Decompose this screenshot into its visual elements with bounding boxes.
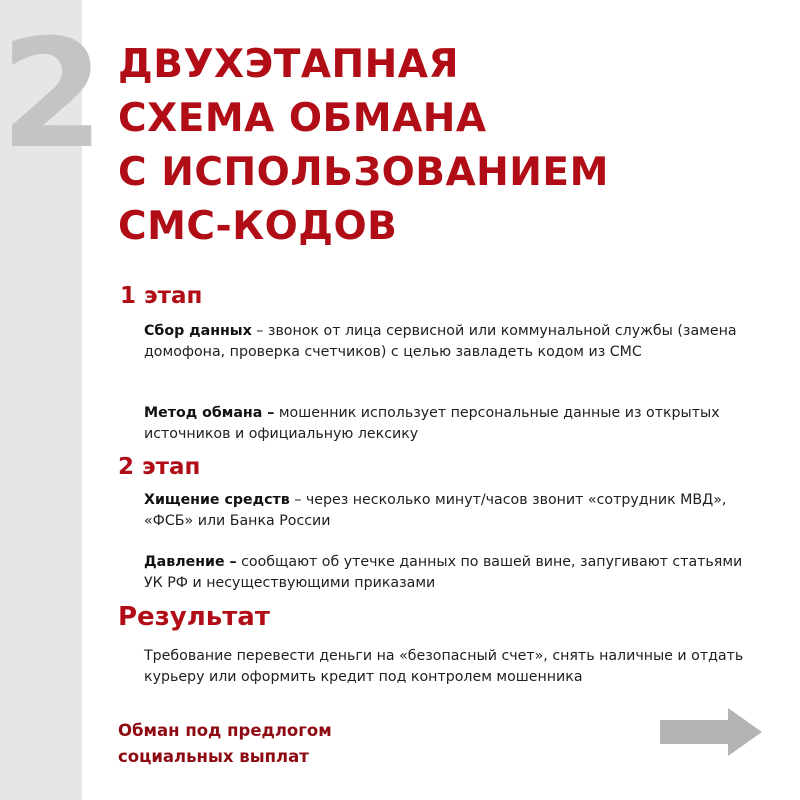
title-line-4: СМС-КОДОВ (118, 204, 398, 249)
stage2-item-1-text: – через несколько минут/часов звонит «сотрудник МВД», «ФСБ» или Банка России (144, 492, 727, 529)
stage2-heading: 2 этап (118, 454, 201, 480)
stage1-item-data-collection (144, 321, 764, 363)
next-topic-line-2: социальных выплат (118, 747, 309, 766)
next-topic-link[interactable] (118, 718, 438, 770)
stage2-item-2-term: Давление – (144, 554, 237, 570)
stage2-item-1-term: Хищение средств (144, 492, 290, 508)
stage1-item-2-term: Метод обмана – (144, 405, 275, 421)
title-line-1: ДВУХЭТАПНАЯ (118, 42, 459, 87)
arrow-shape (660, 708, 762, 756)
stage1-item-deception-method (144, 403, 764, 445)
stage1-item-2-text: мошенник использует персональные данные из открытых источников и официальную лексику (144, 405, 720, 442)
slide-number: 2 (0, 8, 101, 182)
title-line-2: СХЕМА ОБМАНА (118, 96, 487, 141)
result-heading: Результат (118, 602, 270, 632)
page-title (118, 38, 778, 254)
title-line-3: С ИСПОЛЬЗОВАНИЕМ (118, 150, 609, 195)
stage1-item-1-text: – звонок от лица сервисной или коммунальной службы (замена домофона, проверка счетчиков) с целью завладеть кодом из СМС (144, 323, 737, 360)
next-topic-line-1: Обман под предлогом (118, 721, 332, 740)
arrow-right-icon[interactable] (656, 706, 766, 758)
stage2-item-2-text: сообщают об утечке данных по вашей вине, запугивают статьями УК РФ и несуществующими приказами (144, 554, 743, 591)
stage1-item-1-term: Сбор данных (144, 323, 252, 339)
stage2-item-pressure (144, 552, 764, 594)
result-text: Требование перевести деньги на «безопасный счет», снять наличные и отдать курьеру или оформить кредит под контролем мошенника (144, 648, 744, 685)
stage1-heading: 1 этап (120, 283, 203, 309)
stage2-item-theft (144, 490, 764, 532)
